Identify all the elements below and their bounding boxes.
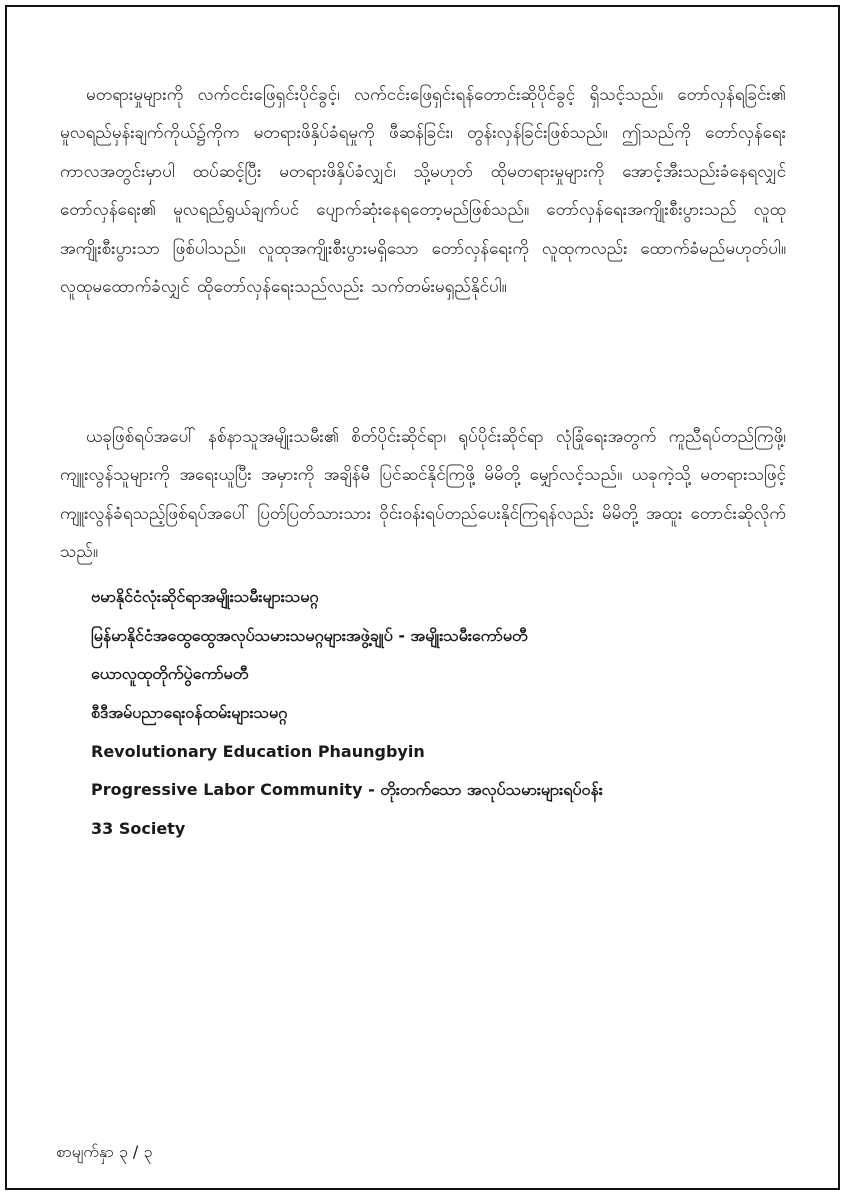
- page-number: စာမျက်နှာ ၃ / ၃: [56, 1142, 153, 1161]
- signatory-1: ဗမာနိုင်ငံလုံးဆိုင်ရာအမျိုးသမီးများသမဂ္ဂ: [91, 587, 319, 606]
- paragraph-1: မတရားမှုများကို လက်ငင်းဖြေရှင်းပိုင်ခွင့်၊ လက်ငင်းဖြေရှင်းရန်တောင်းဆိုပိုင်ခွင့် ရှိသင့်သည်။ တော်လှန်ရခြင်း၏ မူလရည်မှန်းချက်ကိုယ်၌ကိုက မတရားဖိနှိပ်ခံရမှုကို ဖီဆန်ခြင်း၊ တွန်းလှန်ခြင်းဖြစ်သည်။ ဤသည်ကို တော်လှန်ရေးကာလအတွင်းမှာပါ ထပ်ဆင့်ပြီး မတရားဖိနှိပ်ခံလျှင်၊ သို့မဟုတ် ထိုမတရားမှုများကို အောင့်အီးသည်းခံနေရလျှင် တော်လှန်ရေး၏ မူလရည်ရွယ်ချက်ပင် ပျောက်ဆုံးနေရတော့မည်ဖြစ်သည်။ တော်လှန်ရေးအကျိုးစီးပွားသည် လူထုအကျိုးစီးပွားသာ ဖြစ်ပါသည်။ လူထုအကျိုးစီးပွားမရှိသော တော်လှန်ရေးကို လူထုကလည်း ထောက်ခံမည်မဟုတ်ပါ။ လူထုမထောက်ခံလျှင် ထိုတော်လှန်ရေးသည်လည်း သက်တမ်းမရှည်နိုင်ပါ။: [60, 85, 786, 298]
- signatory-2: မြန်မာနိုင်ငံအထွေထွေအလုပ်သမားသမဂ္ဂများအဖွဲ့ချုပ် - အမျိုးသမီးကော်မတီ: [91, 625, 528, 645]
- signatory-6: Progressive Labor Community - တိုးတက်သော အလုပ်သမားများရပ်ဝန်း: [91, 780, 603, 800]
- signatory-5: Revolutionary Education Phaungbyin: [91, 741, 425, 761]
- signatory-7: 33 Society: [91, 819, 186, 839]
- signatory-list: [91, 578, 791, 849]
- signatory-4: စီဒီအမ်ပညာရေးဝန်ထမ်းများသမဂ္ဂ: [91, 703, 288, 723]
- signatory-3: ယောလူထုတိုက်ပွဲကော်မတီ: [91, 664, 249, 684]
- paragraph-2: ယခုဖြစ်ရပ်အပေါ် နစ်နာသူအမျိုးသမီး၏ စိတ်ပိုင်းဆိုင်ရာ၊ ရုပ်ပိုင်းဆိုင်ရာ လုံခြုံရေးအတွက် ကူညီရပ်တည်ကြဖို့၊ ကျူးလွန်သူများကို အရေးယူပြီး အမှားကို အချိန်မီ ပြင်ဆင်နိုင်ကြဖို့ မိမိတို့ မျှော်လင့်သည်။ ယခုကဲ့သို့ မတရားသဖြင့် ကျူးလွန်ခံရသည့်ဖြစ်ရပ်အပေါ် ပြတ်ပြတ်သားသား ဝိုင်းဝန်းရပ်တည်ပေးနိုင်ကြရန်လည်း မိမိတို့ အထူး တောင်းဆိုလိုက်သည်။: [60, 427, 786, 563]
